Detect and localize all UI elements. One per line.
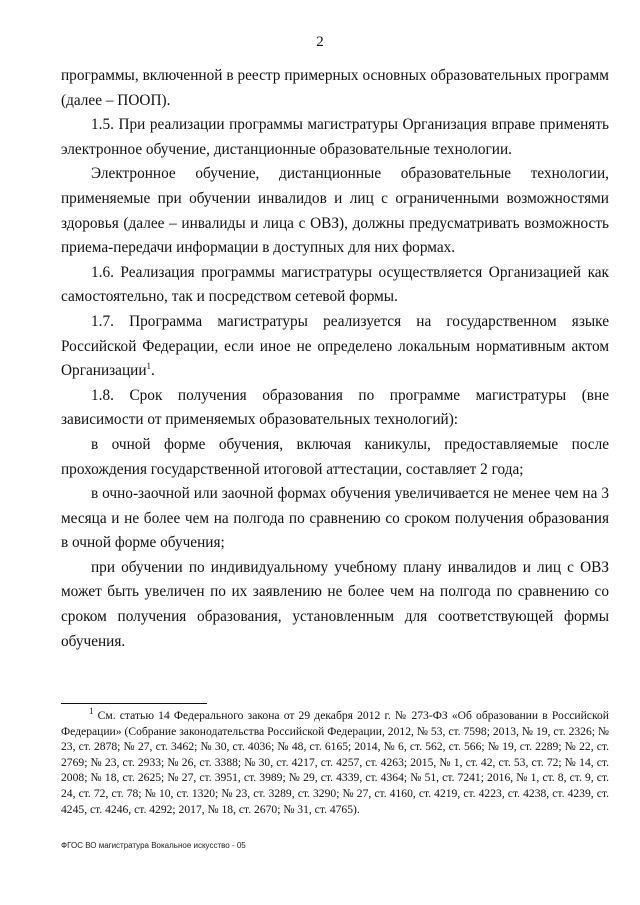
page-number: 2 <box>316 34 324 50</box>
paragraph-part-time: в очно-заочной или заочной формах обучения увеличивается не менее чем на 3 месяца и не более чем на полгода по сравнению со сроком получения образования в очной форме обучения; <box>61 485 609 552</box>
paragraph-1-7 <box>61 310 609 384</box>
footnote-text: См. статью 14 Федерального закона от 29 декабря 2012 г. № 273-ФЗ «Об образовании в Российской Федерации» (Собрание законодательства Российской Федерации, 2012, № 53, ст. 7598; 2013, № 19, ст. 2326; № 23, ст. 2878; № 27, ст. 3462; № 30, ст. 4036; № 48, ст. 6165; 2014, № 6, ст. 562, ст. 566; № 19, ст. 2289; № 22, ст. 2769; № 23, ст. 2933; № 26, ст. 3388; № 30, ст. 4217, ст. 4257, ст. 4263; 2015, № 1, ст. 42, ст. 53, ст. 72; № 14, ст. 2008; № 18, ст. 2625; № 27, ст. 3951, ст. 3989; № 29, ст. 4339, ст. 4364; № 51, ст. 7241; 2016, № 1, ст. 8, ст. 9, ст. 24, ст. 72, ст. 78; № 10, ст. 1320; № 23, ст. 3289, ст. 3290; № 27, ст. 4160, ст. 4219, ст. 4223, ст. 4238, ст. 4239, ст. 4245, ст. 4246, ст. 4292; 2017, № 18, ст. 2670; № 31, ст. 4765). <box>61 709 609 816</box>
paragraph-1-6: 1.6. Реализация программы магистратуры осуществляется Организацией как самостоятельно, так и посредством сетевой формы. <box>61 263 609 306</box>
paragraph-poop: программы, включенной в реестр примерных основных образовательных программ (далее – ПООП). <box>61 67 609 109</box>
paragraph-1-7-text: 1.7. Программа магистратуры реализуется на государственном языке Российской Федерации, если иное не определено локальным нормативным актом Организации <box>61 312 609 380</box>
footnote-reference: 1 <box>146 361 152 372</box>
paragraph-individual-plan: при обучении по индивидуальному учебному плану инвалидов и лиц с ОВЗ может быть увеличен по их заявлению не более чем на полгода по сравнению со сроком получения образования, установленным для соответствующей формы обучения. <box>61 558 609 650</box>
footnote-marker: 1 <box>89 706 94 717</box>
paragraph-1-7-end: . <box>151 362 155 380</box>
paragraph-1-8: 1.8. Срок получения образования по программе магистратуры (вне зависимости от применяемых образовательных технологий): <box>61 386 609 429</box>
footnote <box>61 708 609 817</box>
footnote-divider <box>61 703 207 704</box>
paragraph-full-time: в очной форме обучения, включая каникулы, предоставляемые после прохождения государственной итоговой аттестации, составляет 2 года; <box>61 435 609 478</box>
paragraph-1-5: 1.5. При реализации программы магистратуры Организация вправе применять электронное обучение, дистанционные образовательные технологии. <box>61 116 609 158</box>
document-body <box>61 64 609 654</box>
paragraph-e-learning: Электронное обучение, дистанционные образовательные технологии, применяемые при обучении инвалидов и лиц с ограниченными возможностями здоровья (далее – инвалиды и лица с ОВЗ), должны предусматривать возможность приема-передачи информации в доступных для них формах. <box>61 165 609 257</box>
page-footer: ФГОС ВО магистратура Вокальное искусство - 05 <box>61 841 246 850</box>
